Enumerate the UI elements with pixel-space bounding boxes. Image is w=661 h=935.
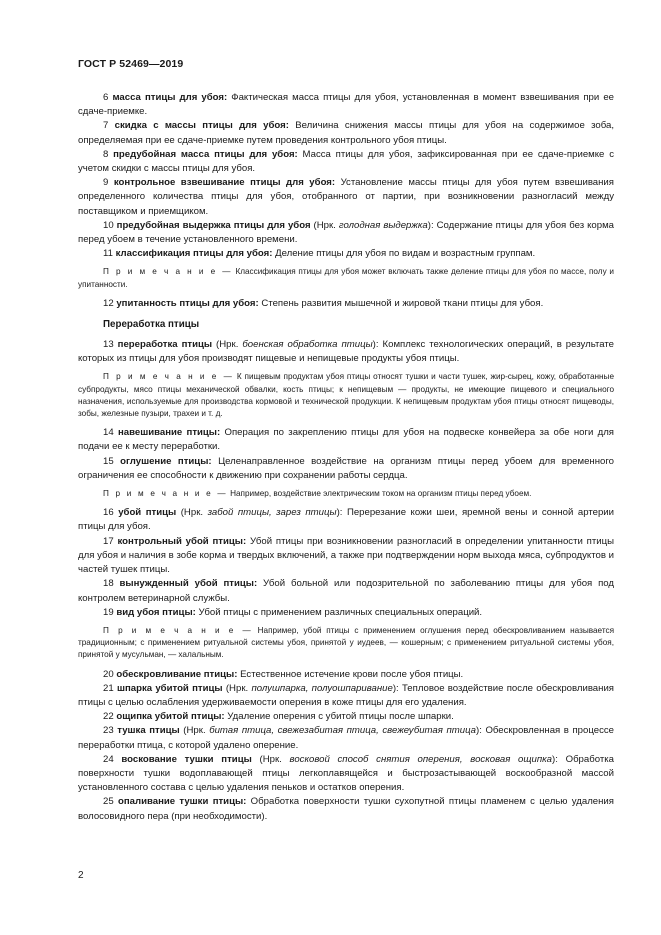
page-number: 2: [78, 870, 84, 881]
term-10: 10 предубойная выдержка птицы для убоя (Нрк. голодная выдержка): Содержание птицы для убоя без корма перед убоем в течение установленного времени.: [78, 219, 615, 246]
term-23: 23 тушка птицы (Нрк. битая птица, свежезабитая птица, свежеубитая птица): Обескровленная в процессе переработки птица, с которой удалено оперение.: [78, 725, 614, 751]
term-17: 17 контрольный убой птицы: Убой птицы при возникновении разногласий в определении упитанности птицы для убоя и наличия в зобе корма и твердых включений, а также при подтверждении норм выхода мяса, субпродуктов и частей тушек птицы.: [78, 535, 614, 576]
term-16: 16 убой птицы (Нрк. забой птицы, зарез птицы): Перерезание кожи шеи, яремной вены и сонной артерии птицы для убоя.: [78, 507, 615, 533]
document-page: [78, 58, 614, 824]
term-19: 19 вид убоя птицы: Убой птицы с применением различных специальных операций.: [103, 606, 483, 618]
standard-header: ГОСТ Р 52469—2019: [78, 58, 184, 70]
term-15: 15 оглушение птицы: Целенаправленное воздействие на организм птицы перед убоем для временного ограничения ее способности к движению при сохранении работы сердца.: [78, 455, 614, 481]
term-9: 9 контрольное взвешивание птицы для убоя: Установление массы птицы для убоя путем взвешивания определенного количества птицы для убоя, отобранного от партии, при возникновении разногласий между поставщиком и приемщиком.: [78, 177, 614, 217]
term-13: 13 переработка птицы (Нрк. боенская обработка птицы): Комплекс технологических операций, в результате которых из птицы для убоя производят пищевые и непищевые продукты убоя птицы.: [78, 339, 615, 365]
term-25: 25 опаливание тушки птицы: Обработка поверхности тушки сухопутной птицы пламенем с целью удаления волосовидного пера (при необходимости).: [78, 796, 614, 822]
term-12: 12 упитанность птицы для убоя: Степень развития мышечной и жировой ткани птицы для убоя.: [103, 297, 544, 309]
term-20: 20 обескровливание птицы: Естественное истечение крови после убоя птицы.: [103, 668, 464, 680]
term-7: 7 скидка с массы птицы для убоя: Величина снижения массы птицы для убоя на содержимое зоба, определяемая при ее сдаче-приемке путем проведения контрольного убоя птицы.: [78, 120, 614, 146]
term-14: 14 навешивание птицы: Операция по закреплению птицы для убоя на подвеске конвейера за обе ноги для подачи ее к месту переработки.: [78, 427, 615, 453]
note-13: П р и м е ч а н и е — К пищевым продуктам убоя птицы относят тушки и части тушек, жир-сырец, кожу, обработанные субпродукты, мясо птицы механической обвалки, кость птицы; к непищевым — продукты, не имеющие пищевого и специального назначения, используемые для производства кормовой и технической продукции. К непищевым продуктам убоя птицы относят пищеводы, зобы, железные пузыри, трахеи и т. д.: [78, 372, 615, 419]
term-18: 18 вынужденный убой птицы: Убой больной или подозрительной по заболеванию птицы для убоя под контролем ветеринарной службы.: [78, 578, 614, 604]
section-title: Переработка птицы: [103, 319, 200, 331]
term-6: 6 масса птицы для убоя: Фактическая масса птицы для убоя, установленная в момент взвешивания при ее сдаче-приемке.: [78, 92, 614, 118]
note-15: П р и м е ч а н и е — Например, воздействие электрическим током на организм птицы перед убоем.: [103, 489, 532, 499]
term-24: 24 воскование тушки птицы (Нрк. восковой способ снятия оперения, восковая ощипка): Обработка поверхности тушки водоплавающей птицы легкоплавящейся и быстрозастывающей воскообразной массой установленного состава с целью удаления пеньков и остатков оперения.: [78, 753, 614, 794]
note-19: П р и м е ч а н и е — Например, убой птицы с применением оглушения перед обескровливанием называется традиционным; с применением ритуальной системы убоя, принятой у иудеев, — кошерным; с применением ритуальной системы убоя, принятой у мусульман, — халальным.: [78, 625, 615, 660]
note-11: П р и м е ч а н и е — Классификация птицы для убоя может включать также деление птицы для убоя по массе, полу и упитанности.: [78, 267, 615, 289]
term-21: 21 шпарка убитой птицы (Нрк. полушпарка, полуошпаривание): Тепловое воздействие после обескровливания птицы с целью ослабления удерживаемости оперения в коже птицы для его удаления.: [78, 682, 614, 708]
term-8: 8 предубойная масса птицы для убоя: Масса птицы для убоя, зафиксированная при ее сдаче-приемке с учетом скидки с массы птицы для убоя.: [78, 148, 614, 175]
term-11: 11 классификация птицы для убоя: Деление птицы для убоя по видам и возрастным группам.: [103, 248, 536, 260]
term-22: 22 ощипка убитой птицы: Удаление оперения с убитой птицы после шпарки.: [103, 711, 454, 723]
